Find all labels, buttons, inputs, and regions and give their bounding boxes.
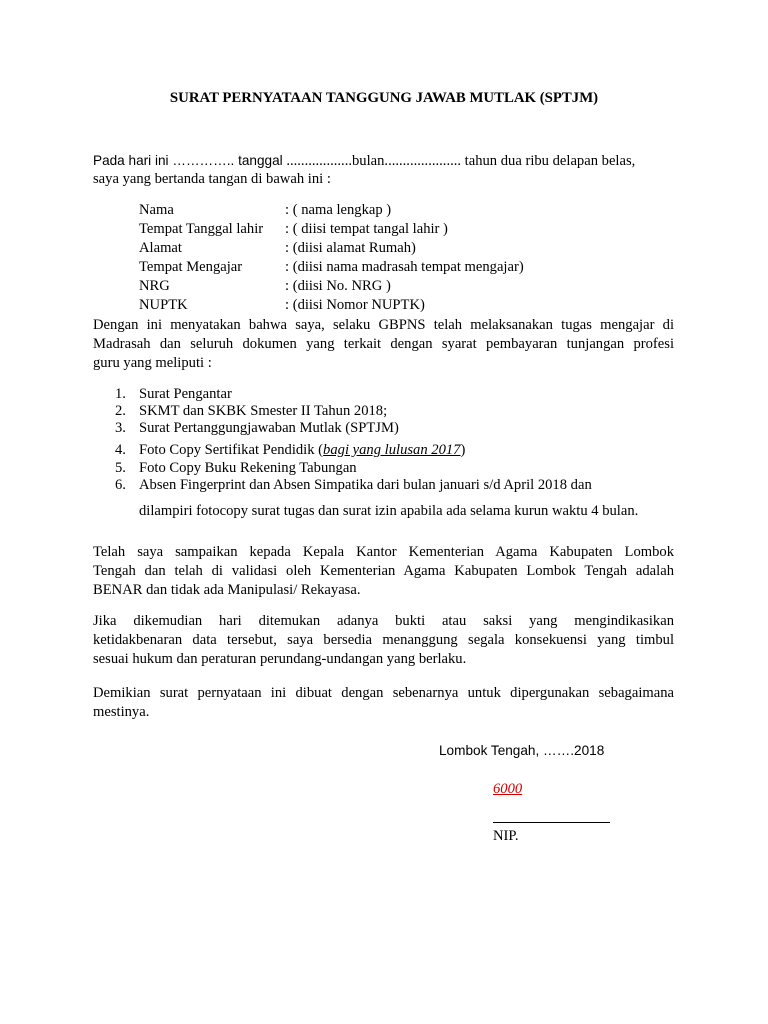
paragraph-line: ketidakbenaran data tersebut, saya bersedia menanggung segala konsekuensi yang timbul — [93, 632, 674, 648]
intro-date-label: tanggal — [238, 153, 283, 168]
list-item-text: Surat Pertanggungjawaban Mutlak (SPTJM) — [139, 420, 399, 436]
intro-line-2: saya yang bertanda tangan di bawah ini : — [93, 171, 331, 187]
identity-label: Tempat Tanggal lahir — [139, 221, 264, 237]
intro-day-dots: ………….. — [168, 153, 239, 168]
signature-nip: NIP. — [493, 828, 519, 844]
identity-value: : (diisi Nomor NUPTK) — [285, 297, 425, 313]
identity-value: : (diisi nama madrasah tempat mengajar) — [285, 259, 524, 275]
attachment-note: dilampiri fotocopy surat tugas dan surat izin apabila ada selama kurun waktu 4 bulan. — [139, 503, 639, 519]
identity-value: : ( nama lengkap ) — [285, 202, 392, 218]
closing-paragraph — [93, 684, 674, 722]
signature-stamp: 6000 — [493, 781, 523, 797]
list-item-text: SKMT dan SKBK Smester II Tahun 2018; — [139, 403, 388, 419]
paragraph-line: Telah saya sampaikan kepada Kepala Kantor Kementerian Agama Kabupaten Lombok — [93, 544, 674, 560]
list-item-number: 1. — [115, 386, 126, 402]
list-item-close: ) — [460, 442, 466, 458]
list-item-number: 3. — [115, 420, 126, 436]
signature-date-dots: ……. — [539, 743, 575, 758]
list-item-note: bagi yang lulusan 2017 — [323, 442, 461, 458]
list-item-number: 2. — [115, 403, 126, 419]
intro-day-label: Pada hari ini — [93, 153, 169, 168]
paragraph-line: Jika dikemudian hari ditemukan adanya bukti atau saksi yang mengindikasikan — [93, 613, 674, 629]
identity-value: : (diisi alamat Rumah) — [285, 240, 416, 256]
statement-line: guru yang meliputi : — [93, 355, 212, 371]
liability-paragraph — [93, 612, 674, 669]
paragraph-line: Tengah dan telah di validasi oleh Kementerian Agama Kabupaten Lombok Tengah adalah — [93, 563, 674, 579]
document-title: SURAT PERNYATAAN TANGGUNG JAWAB MUTLAK (SPTJM) — [169, 90, 599, 106]
intro-line-1 — [93, 151, 635, 171]
identity-row-nama — [139, 201, 391, 220]
list-item — [115, 419, 399, 438]
signature-place-date — [439, 741, 604, 761]
identity-label: NUPTK — [139, 297, 188, 313]
list-item-number: 5. — [115, 460, 126, 476]
identity-row-nuptk — [139, 296, 425, 315]
list-item — [115, 441, 465, 460]
identity-row-school — [139, 258, 524, 277]
identity-value: : ( diisi tempat tangal lahir ) — [285, 221, 448, 237]
identity-label: Alamat — [139, 240, 182, 256]
identity-row-address — [139, 239, 416, 258]
paragraph-line: BENAR dan tidak ada Manipulasi/ Rekayasa. — [93, 582, 361, 598]
submission-paragraph — [93, 543, 674, 600]
statement-paragraph — [93, 316, 674, 373]
identity-row-nrg — [139, 277, 391, 296]
identity-label: Nama — [139, 202, 174, 218]
list-item-text: Foto Copy Sertifikat Pendidik ( — [139, 442, 324, 458]
list-item-number: 6. — [115, 477, 126, 493]
signature-place: Lombok Tengah, — [439, 743, 540, 758]
signature-line — [493, 822, 610, 823]
list-item-text: Surat Pengantar — [139, 386, 232, 402]
list-item-text: Absen Fingerprint dan Absen Simpatika dari bulan januari s/d April 2018 dan — [139, 477, 592, 493]
identity-label: Tempat Mengajar — [139, 259, 243, 275]
identity-label: NRG — [139, 278, 170, 294]
paragraph-line: sesuai hukum dan peraturan perundang-undangan yang berlaku. — [93, 651, 467, 667]
identity-row-birth — [139, 220, 448, 239]
identity-value: : (diisi No. NRG ) — [285, 278, 391, 294]
paragraph-line: mestinya. — [93, 704, 150, 720]
list-item-text: Foto Copy Buku Rekening Tabungan — [139, 460, 357, 476]
paragraph-line: Demikian surat pernyataan ini dibuat dengan sebenarnya untuk dipergunakan sebagaimana — [93, 685, 674, 701]
intro-date-rest: ..................bulan..................... tahun dua ribu delapan belas, — [282, 153, 636, 169]
statement-line: Madrasah dan seluruh dokumen yang terkait dengan syarat pembayaran tunjangan profesi — [93, 336, 674, 352]
list-item-number: 4. — [115, 442, 126, 458]
list-item — [115, 476, 592, 495]
signature-year: 2018 — [574, 743, 605, 758]
statement-line: Dengan ini menyatakan bahwa saya, selaku GBPNS telah melaksanakan tugas mengajar di — [93, 317, 674, 333]
